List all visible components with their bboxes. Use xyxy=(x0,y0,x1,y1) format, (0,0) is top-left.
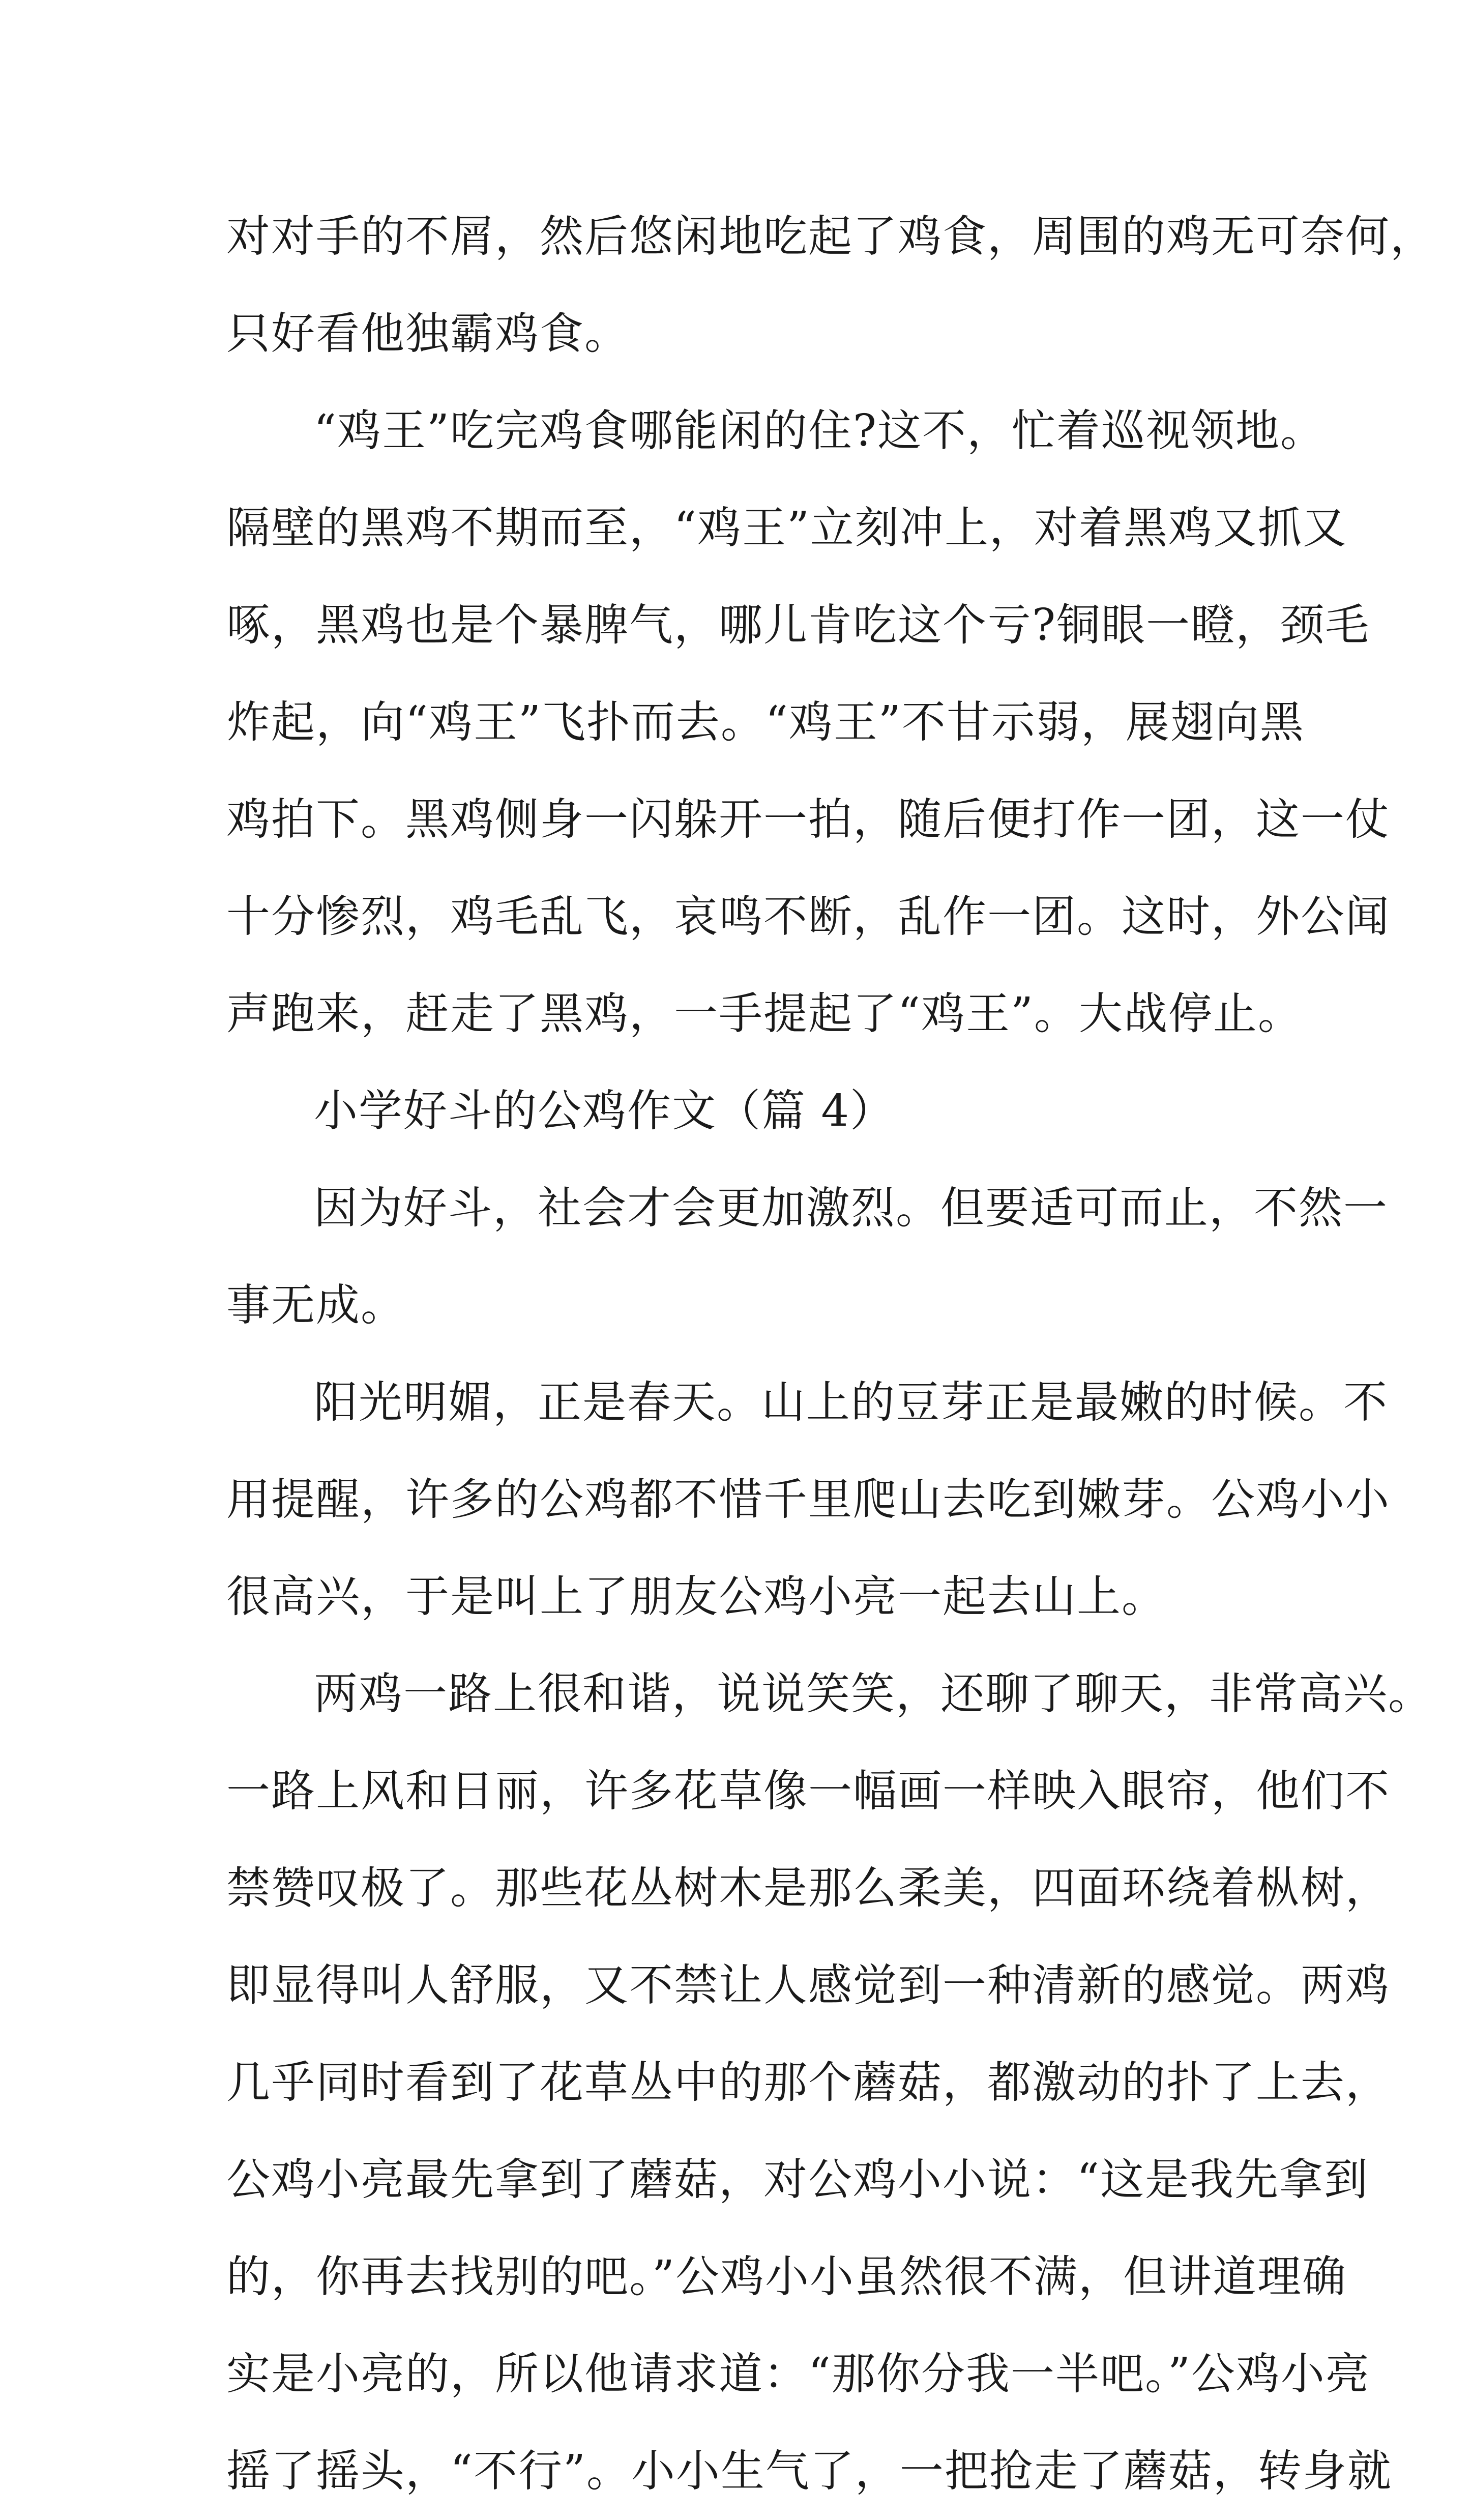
text-line: 事无成。 xyxy=(226,1280,405,1331)
text-line: 只好看他独霸鸡食。 xyxy=(226,308,629,359)
text-line: 声跑来，赶走了黑鸡，一手提起了“鸡王”。大战停止。 xyxy=(226,988,1303,1039)
text-line: 对对手的不屑，然后悠闲地吃起了鸡食，周围的鸡无可奈何， xyxy=(226,211,1435,262)
text-line: 一路上风和日丽，许多花草像一幅画一样映入眼帘，他们不 xyxy=(226,1766,1390,1816)
text-line: 两鸡一路上很和谐，说说笑笑，还聊了聊天，非常高兴。 xyxy=(314,1668,1433,1719)
text-line: 的，你再去找别的吧。”公鸡小小虽然很不满，但讲道理确 xyxy=(226,2251,1347,2302)
text-line: 实是小亮的，所以他请求道：“那你分我一半吧。”公鸡小亮 xyxy=(226,2349,1370,2399)
text-line: 阳光明媚，正是春天。山上的豆芽正是最嫩的时候。不 xyxy=(314,1377,1388,1428)
text-line: 用提醒，许多的公鸡都不惜千里爬山去吃到嫩芽。公鸡小小 xyxy=(226,1474,1390,1525)
text-line: 鸡拍下。黑鸡侧身一闪躲开一拍，随后便打作一团，这一仗 xyxy=(226,794,1390,845)
text-line: 几乎同时看到了花草丛中的那个蘑菇，都激动的扑了上去， xyxy=(226,2057,1390,2108)
text-line: 炸起，向“鸡王”飞扑而去。“鸡王”不甘示弱，展翅向黑 xyxy=(226,697,1305,748)
text-line: 啄，黑鸡也是个暴脾气，哪儿肯吃这个亏?铜眼一瞪，颈毛 xyxy=(226,600,1370,651)
text-line: 摇了摇头，“不行”。小小生气了，一把抢走了蘑菇，转身就 xyxy=(226,2446,1392,2497)
text-line: 禁赞叹极了。那些花丛树木是那么柔美，四面环绕着枞树， xyxy=(226,1863,1390,1914)
section-heading: 小学好斗的公鸡作文（篇 4） xyxy=(314,1086,895,1136)
text-line: 即显得叫人舒服，又不禁让人感觉到一种清新的感觉。两鸡 xyxy=(226,1960,1390,2011)
text-line: 公鸡小亮最先拿到了蘑菇，对公鸡小小说：“这是我先拿到 xyxy=(226,2154,1369,2205)
text-line: 因为好斗，社会才会更加激烈。但要适可而止，不然一 xyxy=(314,1183,1388,1234)
text-line: “鸡王”吃完鸡食哪能闲的住?这不，忙着巡视领地。 xyxy=(314,405,1326,456)
essay-body xyxy=(226,188,1435,2520)
text-line: 十分惨烈，鸡毛乱飞，哀鸣不断，乱作一团。这时，外公闻 xyxy=(226,891,1390,942)
text-line: 隔壁的黑鸡不期而至，“鸡王”立刻冲上，对着黑鸡又抓又 xyxy=(226,503,1347,553)
text-line: 很高兴，于是叫上了朋友公鸡小亮一起去山上。 xyxy=(226,1571,1166,1622)
